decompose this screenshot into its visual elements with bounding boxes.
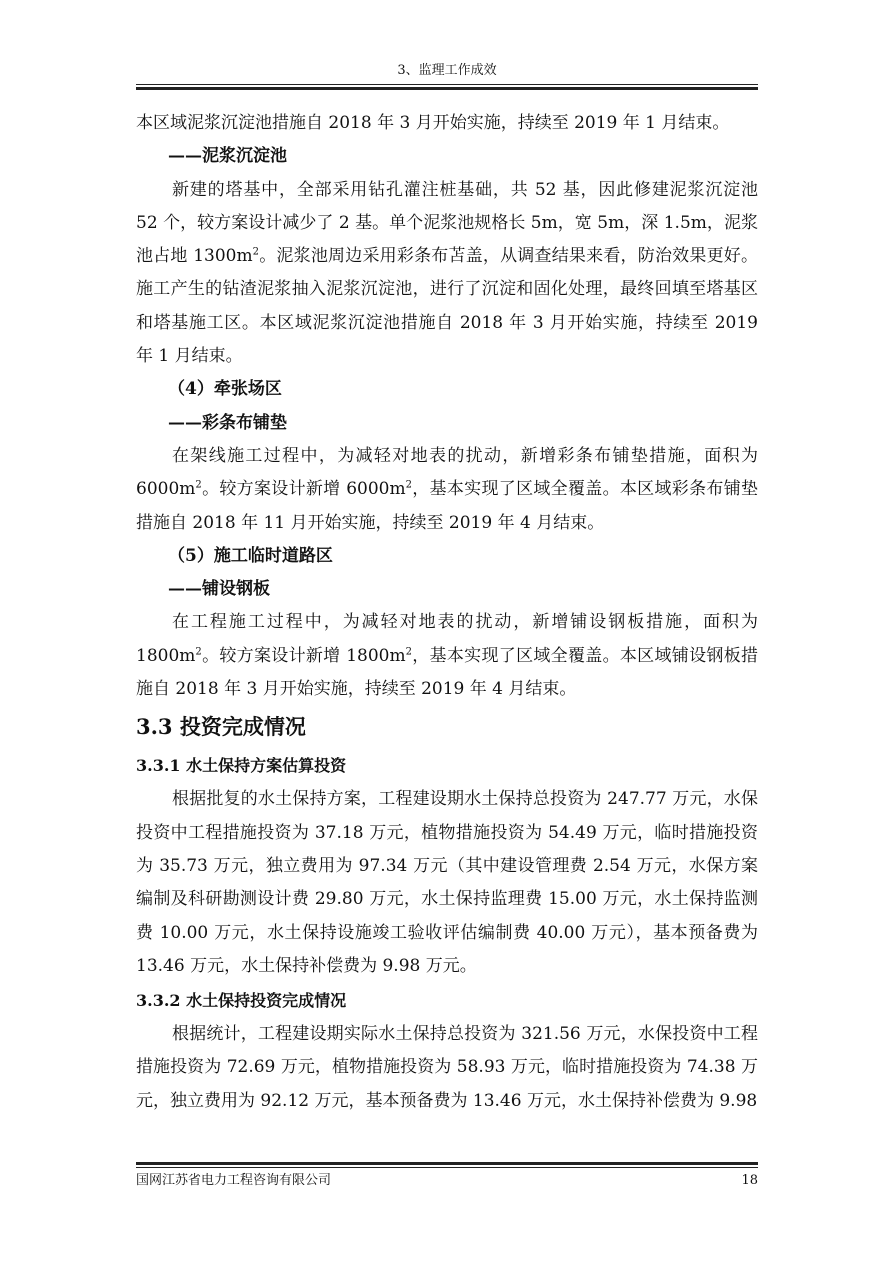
heading-3-3-1: 3.3.1 水土保持方案估算投资 [136,756,347,776]
paragraph: 新建的塔基中，全部采用钻孔灌注桩基础，共 52 基，因此修建泥浆沉淀池 52 个，较方案设计减少了 2 基。单个泥浆池规格长 5m，宽 5m，深 1.5m，泥浆池占地 $1300m^2$。泥浆池周边采用彩条布苫盖，从调查结果来看，防治效果更好。施工产生的钻渣泥浆抽入泥浆沉淀池，进行了沉淀和固化处理，最终回填至塔基区和塔基施工区。本区域泥浆沉淀池措施自 2018 年 3 月开始实施，持续至 2019 年 1 月结束。 [136,179,758,367]
footer-rule-thick [136,1162,758,1165]
subheading-steel: ——铺设钢板 [168,579,270,600]
footer-rule-thin [136,1167,758,1168]
heading-3-3: 3.3 投资完成情况 [136,714,306,740]
footer-company: 国网江苏省电力工程咨询有限公司 [136,1173,332,1188]
header-rule-thick [136,87,758,90]
page-number: 18 [741,1173,758,1188]
paragraph: 根据统计，工程建设期实际水土保持总投资为 321.56 万元，水保投资中工程措施投资为 72.69 万元，植物措施投资为 58.93 万元，临时措施投资为 74.38 万元，独立费用为 92.12 万元，基本预备费为 13.46 万元，水土保持补偿费为 9.98 [136,1024,758,1111]
subheading-tarp: ——彩条布铺垫 [168,412,287,433]
section-heading-4: （4）牵张场区 [168,379,282,400]
paragraph: 在架线施工过程中，为减轻对地表的扰动，新增彩条布铺垫措施，面积为 $6000m^2$。较方案设计新增 $6000m^2$，基本实现了区域全覆盖。本区域彩条布铺垫措施自 2018 年 11 月开始实施，持续至 2019 年 4 月结束。 [136,445,758,533]
paragraph: 本区域泥浆沉淀池措施自 2018 年 3 月开始实施，持续至 2019 年 1 月结束。 [136,113,730,133]
section-heading-5: （5）施工临时道路区 [168,545,333,566]
paragraph: 在工程施工过程中，为减轻对地表的扰动，新增铺设钢板措施，面积为 $1800m^2$。较方案设计新增 $1800m^2$，基本实现了区域全覆盖。本区域铺设钢板措施自 2018 年 3 月开始实施，持续至 2019 年 4 月结束。 [136,612,758,700]
page-header: 3、监理工作成效 [397,63,497,78]
paragraph: 根据批复的水土保持方案，工程建设期水土保持总投资为 247.77 万元，水保投资中工程措施投资为 37.18 万元，植物措施投资为 54.49 万元，临时措施投资为 35.73 万元，独立费用为 97.34 万元（其中建设管理费 2.54 万元，水保方案编制及科研勘测设计费 29.80 万元，水土保持监理费 15.00 万元，水土保持监测费 10.00 万元，水土保持设施竣工验收评估编制费 40.00 万元），基本预备费为 13.46 万元，水土保持补偿费为 9.98 万元。 [136,789,758,976]
document-body [136,107,758,1118]
heading-3-3-2: 3.3.2 水土保持投资完成情况 [136,991,347,1011]
header-rule-thin [136,84,758,85]
subheading-mud-pool: ——泥浆沉淀池 [168,146,287,167]
